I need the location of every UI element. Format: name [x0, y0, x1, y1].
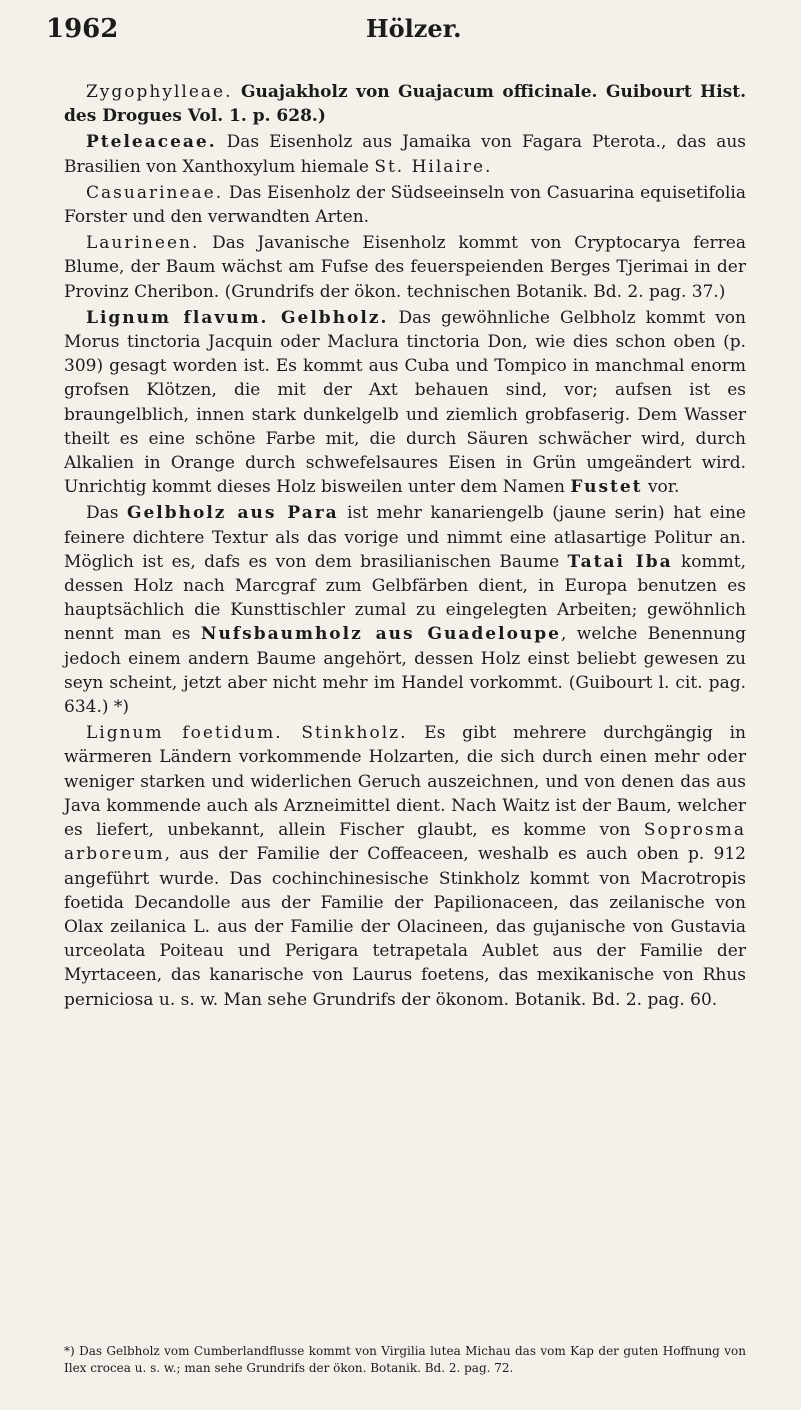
- paragraph: [64, 306, 746, 500]
- text-run: vor.: [642, 477, 680, 498]
- text-run: Das Eisenholz aus Jamaika von Fagara Pterota., das aus Brasilien von Xanthoxylum hiemale: [64, 132, 746, 177]
- text-run: Soprosma arboreum: [64, 820, 746, 865]
- text-run: Fustet: [570, 477, 643, 498]
- text-run: Das Eisenholz der Südseeinseln von Casuarina equisetifolia Forster und den verwandten Arten.: [64, 182, 746, 228]
- paragraph: [64, 721, 746, 1011]
- text-run: kommt, dessen Holz nach Marcgraf zum Gelbfärben dient, in Europa benutzen es hauptsächlich die Kunsttischler zumal zu eingelegten Arbeiten; gewöhnlich nennt man es: [64, 551, 747, 645]
- footnote: *) Das Gelbholz vom Cumberlandflusse kommt von Virgilia lutea Michau das vom Kap der guten Hoffnung von Ilex crocea u. s. w.; man sehe Grundrifs der ökon. Botanik. Bd. 2. pag. 72.: [64, 1344, 746, 1375]
- page-number: 1962: [46, 14, 119, 44]
- text-run: , welche Benennung jedoch einem andern Baume angehört, dessen Holz einst beliebt gewesen zu seyn scheint, jetzt aber nicht mehr im Handel vorkommt. (Guibourt l. cit. pag. 634.) *): [64, 624, 746, 718]
- paragraph: [64, 181, 746, 229]
- body-text: [64, 80, 746, 1012]
- text-run: Es gibt mehrere durchgängig in wärmeren Ländern vorkommende Holzarten, die sich durch einen mehr oder weniger starken und widerlichen Geruch auszeichnen, und von denen das aus Java kommende auch als Arzneimittel dient. Nach Waitz ist der Baum, welcher es liefert, unbekannt, allein Fischer glaubt, es komme von: [64, 723, 746, 841]
- paragraph: [64, 501, 746, 719]
- running-title: Hölzer.: [366, 14, 462, 43]
- text-run: Zygophylleae.: [86, 82, 233, 102]
- text-run: Laurineen.: [86, 233, 200, 254]
- text-run: Nufsbaumholz aus Guadeloupe: [200, 624, 561, 645]
- text-run: Lignum flavum. Gelbholz.: [86, 307, 389, 328]
- text-run: ist mehr kanariengelb (jaune serin) hat eine feinere dichtere Textur als das vorige und nimmt eine atlasartige Politur an. Möglich ist es, dafs es von dem brasilianischen Baume: [64, 503, 746, 572]
- text-run: , aus der Familie der Coffeaceen, weshalb es auch oben p. 912 angeführt wurde. Das cochinchinesische Stinkholz kommt von Macrotropis foetida Decandolle aus der Familie der Papilionaceen, das zeilanische von Olax zeilanica L. aus der Familie der Olacineen, das gujanische von Gustavia urceolata Poiteau und Perigara tetrapetala Aublet aus der Familie der Myrtaceen, das kanarische von Laurus foetens, das mexikanische von Rhus perniciosa u. s. w. Man sehe Grundrifs der ökonom. Botanik. Bd. 2. pag. 60.: [64, 844, 746, 1010]
- text-run: Das: [86, 503, 127, 524]
- paragraph: [64, 231, 746, 304]
- text-run: St. Hilaire.: [374, 156, 493, 177]
- text-run: Das Javanische Eisenholz kommt von Cryptocarya ferrea Blume, der Baum wächst am Fufse des feuerspeienden Berges Tjerimai in der Provinz Cheribon. (Grundrifs der ökon. technischen Botanik. Bd. 2. pag. 37.): [64, 233, 746, 302]
- text-run: Casuarineae.: [86, 182, 224, 203]
- text-run: Gelbholz aus Para: [126, 503, 339, 524]
- paragraph: [64, 130, 746, 178]
- text-run: Tatai Iba: [567, 551, 673, 572]
- text-run: Guajakholz von Guajacum officinale. Guibourt Hist. des Drogues Vol. 1. p. 628.): [64, 82, 746, 127]
- page-header: [46, 14, 746, 48]
- text-run: Lignum foetidum. Stinkholz.: [86, 723, 408, 744]
- text-run: Pteleaceae.: [86, 132, 217, 153]
- paragraph: [64, 80, 746, 128]
- text-run: Das gewöhnliche Gelbholz kommt von Morus tinctoria Jacquin oder Maclura tinctoria Don, wie dies schon oben (p. 309) gesagt worden ist. Es kommt aus Cuba und Tompico in manchmal enorm grofsen Klötzen, die mit der Axt behauen sind, vor; aufsen ist es braungelblich, innen stark dunkelgelb und ziemlich grobfaserig. Dem Wasser theilt es eine schöne Farbe mit, die durch Säuren schwächer wird, durch Alkalien in Orange durch schwefelsaures Eisen in Grün umgeändert wird. Unrichtig kommt dieses Holz bisweilen unter dem Namen: [64, 307, 746, 498]
